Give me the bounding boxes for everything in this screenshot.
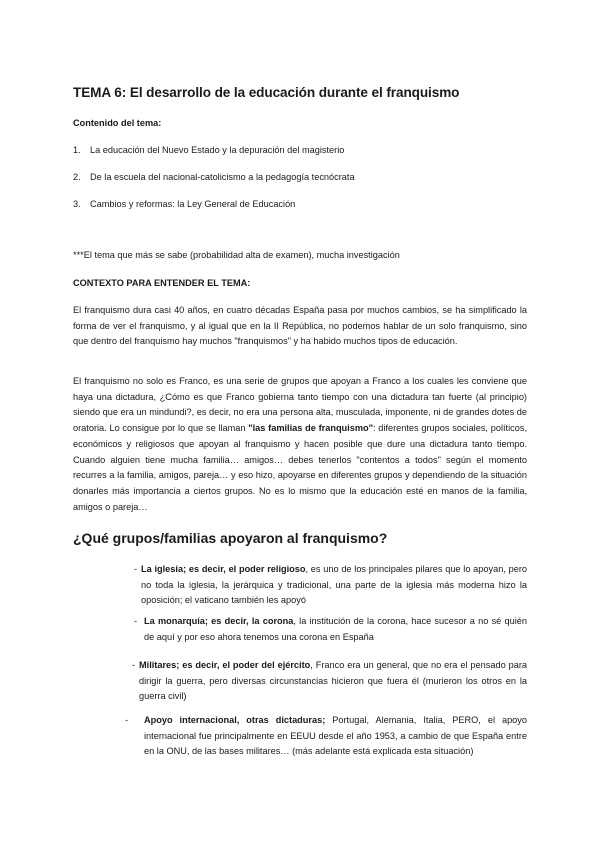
paragraph-intro: El franquismo dura casi 40 años, en cuatro décadas España pasa por muchos cambios, se ha simplificado la forma de ver el franquismo, y al igual que en la II República, no podemos hablar de un solo franquismo, sino que dentro del franquismo hay muchos "franquismos" y ha habido muchos tipos de educación.: [73, 305, 527, 347]
group-item-monarchy: [73, 614, 527, 645]
group-label: Apoyo internacional: [144, 715, 237, 725]
group-separator: ; es decir,: [183, 564, 229, 574]
toc-number: 1.: [73, 145, 81, 155]
paragraph-families: [73, 374, 527, 515]
group-item-international: [73, 713, 527, 760]
toc-text: De la escuela del nacional-catolicismo a la pedagogía tecnócrata: [90, 172, 355, 182]
group-power: la corona: [251, 616, 294, 626]
group-label: La monarquía: [144, 616, 205, 626]
group-power: el poder del ejército: [222, 660, 311, 670]
toc-text: La educación del Nuevo Estado y la depuración del magisterio: [90, 145, 345, 155]
group-separator: ; es decir,: [176, 660, 223, 670]
paragraph-text: El franquismo no solo es Franco, es una serie de grupos que apoyan a Franco a los cuales les conviene que haya una dictadura, ¿Cómo es que Franco gobierna tanto tiempo con una dictadura tan fuerte (al principio) siendo que era un mindundi?, es decir, no era una persona alta, musculada, imponente, ni de grandes dotes de oratoria. Lo consigue por lo que se llaman: [73, 376, 527, 434]
group-label: Militares: [139, 660, 177, 670]
toc-number: 3.: [73, 199, 81, 209]
contents-label: Contenido del tema:: [73, 118, 162, 128]
group-separator: ,: [236, 715, 247, 725]
group-description: , Franco era un general, que no era el pensado para dirigir la guerra, pero diversas circunstancias hicieron que fuera él (murieron los otros en la guerra civil): [139, 660, 527, 702]
toc-item: [73, 199, 295, 209]
toc-text: Cambios y reformas: la Ley General de Educación: [90, 199, 296, 209]
group-text: [73, 562, 527, 609]
group-item-church: [73, 562, 527, 609]
group-text: [73, 658, 527, 705]
group-separator: ; es decir,: [204, 616, 252, 626]
group-description: , la institución de la corona, hace sucesor a no sé quién de aquí y por eso ahora tenemos una corona en España: [144, 616, 527, 642]
bullet-dash: -: [132, 660, 136, 670]
page-title: TEMA 6: El desarrollo de la educación durante el franquismo: [73, 85, 460, 100]
group-item-military: [73, 658, 527, 705]
toc-item: [73, 172, 355, 182]
group-power: el poder religioso: [228, 564, 306, 574]
toc-item: [73, 145, 344, 155]
group-label: La iglesia: [141, 564, 184, 574]
toc-number: 2.: [73, 172, 81, 182]
section-heading: ¿Qué grupos/familias apoyaron al franquismo?: [73, 530, 388, 546]
group-text: [73, 614, 527, 645]
exam-note: ***El tema que más se sabe (probabilidad alta de examen), mucha investigación: [73, 250, 400, 260]
paragraph-text: : diferentes grupos sociales, políticos, económicos y religiosos que apoyan al franquismo y hacen posible que dure una dictadura tanto tiempo. Cuando alguien tiene mucha familia… amigos… debes tenerlos "contentos a todos" según el momento recurres a la familia, amigos, pareja… y eso hizo, apoyarse en diferentes grupos y dependiendo de la situación donarles más importancia a ciertos grupos. No es lo mismo que la educación esté en manos de la familia, amigos o pareja…: [73, 423, 527, 512]
bullet-dash: -: [125, 715, 129, 725]
context-heading: CONTEXTO PARA ENTENDER EL TEMA:: [73, 278, 251, 288]
group-description: Portugal, Alemania, Italia, PERO, el apoyo internacional fue principalmente en EEUU desde el año 1953, a cambio de que España entre en la ONU, de las bases militares… (más adelante está explicada esta situación): [144, 715, 527, 757]
group-description: , es uno de los principales pilares que lo apoyan, pero no toda la iglesia, la jerárquica y tradicional, una parte de la iglesia más moderna hizo la oposición; el vaticano también les apoyó: [141, 564, 527, 606]
bullet-dash: -: [134, 616, 138, 626]
families-term: "las familias de franquismo": [248, 423, 373, 434]
group-text: [73, 713, 527, 760]
group-power: otras dictaduras;: [246, 715, 326, 725]
bullet-dash: -: [134, 564, 138, 574]
